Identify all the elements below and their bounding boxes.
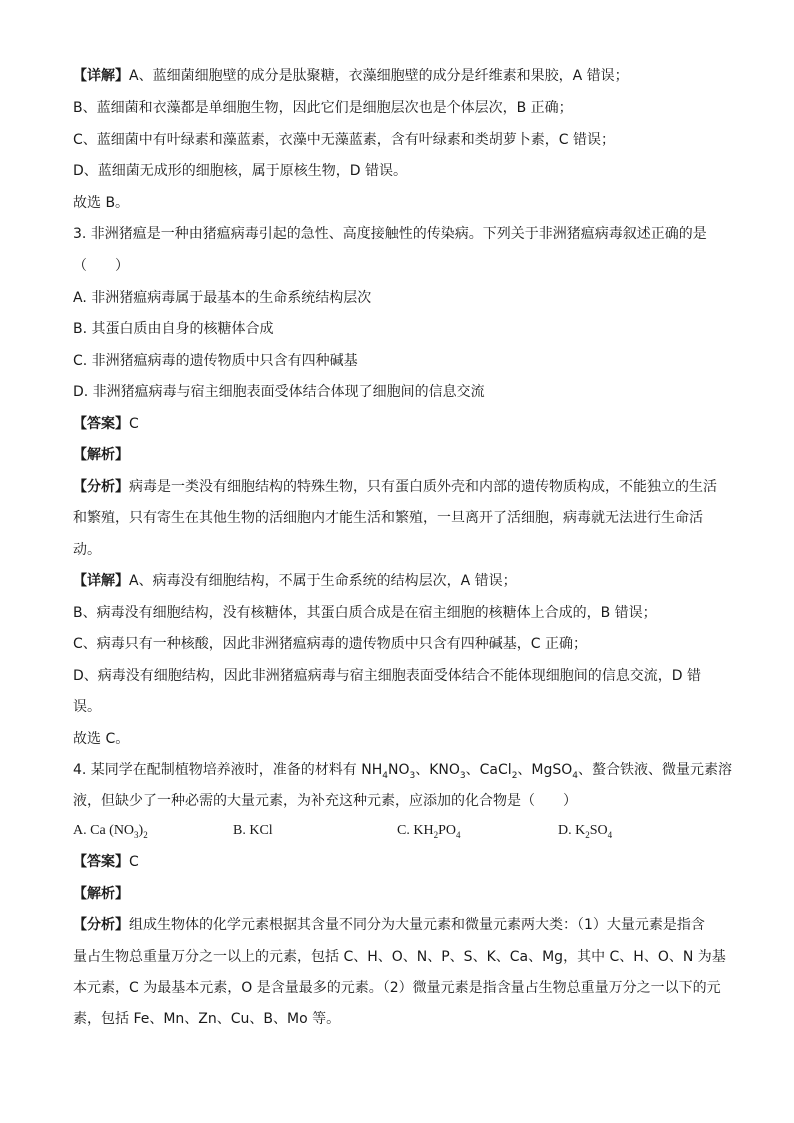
q4-analysis-heading: 【解析】 [73,886,129,902]
q2-detail-line-2: B、蓝细菌和衣藻都是单细胞生物，因此它们是细胞层次也是个体层次，B 正确； [73,100,573,116]
detail-tag: 【详解】 [73,68,129,84]
q3-detail-line-2: B、病毒没有细胞结构，没有核糖体，其蛋白质合成是在宿主细胞的核糖体上合成的，B 错误； [73,605,657,621]
q4-analysis-line-1: 【分析】组成生物体的化学元素根据其含量不同分为大量元素和微量元素两大类：（1）大量元素是指含 [73,917,705,933]
q4-option-d: D. $K_2SO_4$ [558,823,613,840]
q3-analysis-line-2: 和繁殖，只有寄生在其他生物的活细胞内才能生活和繁殖，一旦离开了活细胞，病毒就无法进行生命活 [73,510,703,526]
q4-option-a: A. Ca $(NO_3)_2$ [73,823,148,840]
q4-option-b: B. KCl [233,823,273,838]
q4-stem-line-1: 4. 某同学在配制植物培养液时，准备的材料有 $NH_4NO_3$、$KNO_3$、CaCl$_2$、MgSO$_4$、螯合铁液、微量元素溶 [73,762,733,781]
q3-answer [73,415,734,433]
q2-detail-line-4: D、蓝细菌无成形的细胞核，属于原核生物，D 错误。 [73,163,408,179]
analysis-label: 【分析】 [73,479,129,495]
detail-tag: 【详解】 [73,573,129,589]
q4-option-c: C. $KH_2PO_4$ [397,823,461,840]
answer-value: C [129,854,139,870]
answer-tag: 【答案】 [73,416,129,432]
q3-stem-line-1: 3. 非洲猪瘟是一种由猪瘟病毒引起的急性、高度接触性的传染病。下列关于非洲猪瘟病毒叙述正确的是 [73,226,707,242]
q4-answer [73,853,734,871]
answer-value: C [129,416,139,432]
q2-choice: 故选 B。 [73,195,130,211]
q4-analysis-line-2: 量占生物总重量万分之一以上的元素，包括 C、H、O、N、P、S、K、Ca、Mg，其中 C、H、O、N 为基 [73,949,726,965]
q3-detail-line-5: 误。 [73,699,101,715]
q4-stem-line-2: 液，但缺少了一种必需的大量元素，为补充这种元素，应添加的化合物是（ ） [73,793,577,809]
q3-choice: 故选 C。 [73,731,130,747]
analysis-label: 【分析】 [73,917,129,933]
q3-detail-line-3: C、病毒只有一种核酸，因此非洲猪瘟病毒的遗传物质中只含有四种碱基，C 正确； [73,636,587,652]
q3-option-b: B. 其蛋白质由自身的核糖体合成 [73,321,274,337]
q3-option-a: A. 非洲猪瘟病毒属于最基本的生命系统结构层次 [73,290,372,306]
q3-analysis-line-3: 动。 [73,542,101,558]
q3-analysis-line-1: 【分析】病毒是一类没有细胞结构的特殊生物，只有蛋白质外壳和内部的遗传物质构成，不能独立的生活 [73,479,717,495]
q3-option-d: D. 非洲猪瘟病毒与宿主细胞表面受体结合体现了细胞间的信息交流 [73,384,485,400]
q3-analysis-heading: 【解析】 [73,447,129,463]
q3-option-c: C. 非洲猪瘟病毒的遗传物质中只含有四种碱基 [73,353,358,369]
q2-detail-line-3: C、蓝细菌中有叶绿素和藻蓝素，衣藻中无藻蓝素，含有叶绿素和类胡萝卜素，C 错误； [73,132,615,148]
q3-detail-line-4: D、病毒没有细胞结构，因此非洲猪瘟病毒与宿主细胞表面受体结合不能体现细胞间的信息交流，D 错 [73,668,702,684]
q2-detail-line-1: 【详解】A、蓝细菌细胞壁的成分是肽聚糖，衣藻细胞壁的成分是纤维素和果胶，A 错误； [73,68,629,84]
answer-tag: 【答案】 [73,854,129,870]
q3-stem-line-2: （ ） [73,258,129,274]
q4-analysis-line-3: 本元素，C 为最基本元素，O 是含量最多的元素。（2）微量元素是指含量占生物总重量万分之一以下的元 [73,980,721,996]
q4-analysis-line-4: 素，包括 Fe、Mn、Zn、Cu、B、Mo 等。 [73,1011,341,1027]
q3-detail-line-1: 【详解】A、病毒没有细胞结构，不属于生命系统的结构层次，A 错误； [73,573,517,589]
